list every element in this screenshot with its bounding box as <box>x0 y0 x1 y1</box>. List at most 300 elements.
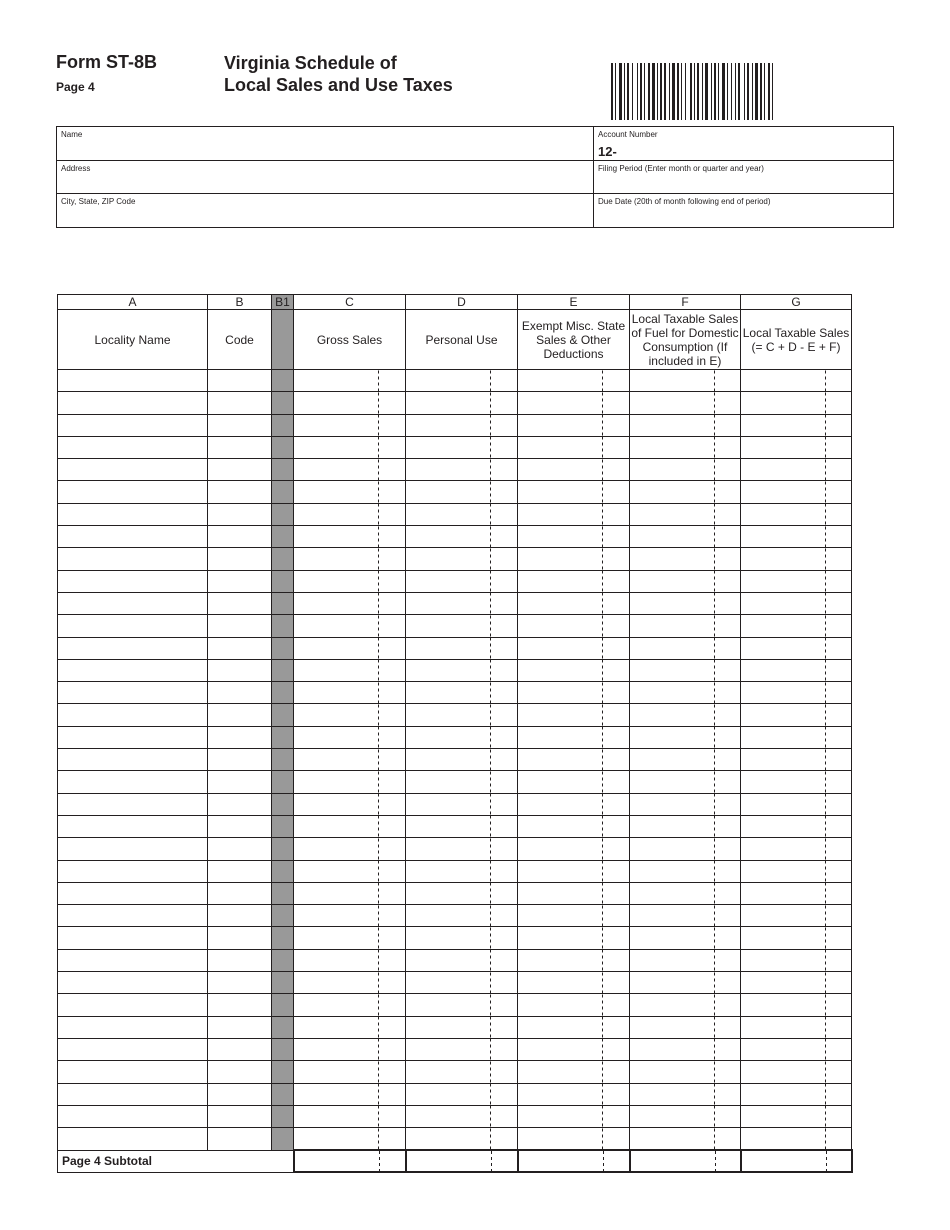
exempt-deductions-cell[interactable] <box>518 570 630 592</box>
fuel-sales-cell[interactable] <box>630 548 741 570</box>
code-cell[interactable] <box>208 682 272 704</box>
exempt-deductions-cell[interactable] <box>518 1105 630 1127</box>
barcode-bar <box>672 63 675 120</box>
local-taxable-sales-cell[interactable] <box>741 481 852 503</box>
code-cell[interactable] <box>208 615 272 637</box>
local-taxable-sales-cell[interactable] <box>741 637 852 659</box>
local-taxable-sales-cell[interactable] <box>741 1083 852 1105</box>
local-taxable-sales-cell[interactable] <box>741 949 852 971</box>
gross-sales-cell[interactable] <box>294 370 406 392</box>
barcode-bar <box>669 63 670 120</box>
exempt-deductions-cell[interactable] <box>518 793 630 815</box>
gross-sales-cell[interactable] <box>294 771 406 793</box>
barcode-bar <box>731 63 732 120</box>
fuel-sales-cell[interactable] <box>630 526 741 548</box>
personal-use-cell[interactable] <box>406 503 518 525</box>
exempt-deductions-cell[interactable] <box>518 592 630 614</box>
fuel-sales-cell[interactable] <box>630 503 741 525</box>
fuel-sales-cell[interactable] <box>630 370 741 392</box>
fuel-sales-cell[interactable] <box>630 436 741 458</box>
exempt-deductions-cell[interactable] <box>518 370 630 392</box>
gross-sales-cell[interactable] <box>294 905 406 927</box>
locality-name-cell[interactable] <box>58 771 208 793</box>
code-cell[interactable] <box>208 459 272 481</box>
locality-name-cell[interactable] <box>58 749 208 771</box>
exempt-deductions-cell[interactable] <box>518 771 630 793</box>
locality-name-cell[interactable] <box>58 1128 208 1151</box>
locality-name-cell[interactable] <box>58 503 208 525</box>
personal-use-cell[interactable] <box>406 615 518 637</box>
code-cell[interactable] <box>208 1128 272 1151</box>
table-row <box>58 414 852 436</box>
gross-sales-cell[interactable] <box>294 1038 406 1060</box>
subtotal-fuel-sales[interactable] <box>630 1150 741 1172</box>
locality-name-cell[interactable] <box>58 392 208 414</box>
table-row <box>58 526 852 548</box>
fuel-sales-cell[interactable] <box>630 392 741 414</box>
fuel-sales-cell[interactable] <box>630 1061 741 1083</box>
column-letter-a: A <box>58 295 208 310</box>
exempt-deductions-cell[interactable] <box>518 815 630 837</box>
title-line-1: Virginia Schedule of <box>224 53 397 73</box>
exempt-deductions-cell[interactable] <box>518 972 630 994</box>
gross-sales-cell[interactable] <box>294 436 406 458</box>
local-taxable-sales-cell[interactable] <box>741 592 852 614</box>
b1-shaded-cell <box>272 370 294 392</box>
locality-name-cell[interactable] <box>58 682 208 704</box>
barcode-bar <box>718 63 719 120</box>
exempt-deductions-cell[interactable] <box>518 481 630 503</box>
fuel-sales-cell[interactable] <box>630 637 741 659</box>
code-cell[interactable] <box>208 726 272 748</box>
local-taxable-sales-cell[interactable] <box>741 771 852 793</box>
table-row <box>58 905 852 927</box>
personal-use-cell[interactable] <box>406 1083 518 1105</box>
personal-use-cell[interactable] <box>406 704 518 726</box>
exempt-deductions-cell[interactable] <box>518 704 630 726</box>
code-cell[interactable] <box>208 704 272 726</box>
personal-use-cell[interactable] <box>406 392 518 414</box>
code-cell[interactable] <box>208 1061 272 1083</box>
barcode-bar <box>694 63 695 120</box>
code-cell[interactable] <box>208 414 272 436</box>
code-cell[interactable] <box>208 1083 272 1105</box>
heading-code: Code <box>208 310 272 370</box>
code-cell[interactable] <box>208 771 272 793</box>
exempt-deductions-cell[interactable] <box>518 838 630 860</box>
locality-name-cell[interactable] <box>58 972 208 994</box>
fuel-sales-cell[interactable] <box>630 1038 741 1060</box>
exempt-deductions-cell[interactable] <box>518 548 630 570</box>
fuel-sales-cell[interactable] <box>630 414 741 436</box>
locality-name-cell[interactable] <box>58 927 208 949</box>
b1-shaded-cell <box>272 548 294 570</box>
locality-name-cell[interactable] <box>58 459 208 481</box>
local-taxable-sales-cell[interactable] <box>741 370 852 392</box>
code-cell[interactable] <box>208 793 272 815</box>
account-number-label: Account Number <box>598 130 658 139</box>
local-taxable-sales-cell[interactable] <box>741 815 852 837</box>
local-taxable-sales-cell[interactable] <box>741 927 852 949</box>
personal-use-cell[interactable] <box>406 793 518 815</box>
fuel-sales-cell[interactable] <box>630 1016 741 1038</box>
exempt-deductions-cell[interactable] <box>518 436 630 458</box>
gross-sales-cell[interactable] <box>294 459 406 481</box>
fuel-sales-cell[interactable] <box>630 704 741 726</box>
gross-sales-cell[interactable] <box>294 414 406 436</box>
locality-name-cell[interactable] <box>58 1083 208 1105</box>
fuel-sales-cell[interactable] <box>630 927 741 949</box>
fuel-sales-cell[interactable] <box>630 815 741 837</box>
b1-shaded-cell <box>272 815 294 837</box>
exempt-deductions-cell[interactable] <box>518 860 630 882</box>
gross-sales-cell[interactable] <box>294 749 406 771</box>
fuel-sales-cell[interactable] <box>630 1105 741 1127</box>
gross-sales-cell[interactable] <box>294 615 406 637</box>
code-cell[interactable] <box>208 905 272 927</box>
personal-use-cell[interactable] <box>406 1038 518 1060</box>
exempt-deductions-cell[interactable] <box>518 994 630 1016</box>
filing-period-field[interactable] <box>594 161 893 194</box>
code-cell[interactable] <box>208 972 272 994</box>
fuel-sales-cell[interactable] <box>630 771 741 793</box>
local-taxable-sales-cell[interactable] <box>741 436 852 458</box>
column-letter-b: B <box>208 295 272 310</box>
code-cell[interactable] <box>208 994 272 1016</box>
due-date-field[interactable] <box>594 194 893 227</box>
column-heading-row <box>58 310 852 370</box>
exempt-deductions-cell[interactable] <box>518 503 630 525</box>
local-taxable-sales-cell[interactable] <box>741 704 852 726</box>
fuel-sales-cell[interactable] <box>630 905 741 927</box>
locality-name-cell[interactable] <box>58 949 208 971</box>
locality-name-cell[interactable] <box>58 793 208 815</box>
gross-sales-cell[interactable] <box>294 838 406 860</box>
column-letter-d: D <box>406 295 518 310</box>
personal-use-cell[interactable] <box>406 838 518 860</box>
personal-use-cell[interactable] <box>406 370 518 392</box>
personal-use-cell[interactable] <box>406 436 518 458</box>
locality-name-cell[interactable] <box>58 838 208 860</box>
local-taxable-sales-cell[interactable] <box>741 972 852 994</box>
locality-name-cell[interactable] <box>58 1061 208 1083</box>
local-taxable-sales-cell[interactable] <box>741 1105 852 1127</box>
exempt-deductions-cell[interactable] <box>518 905 630 927</box>
table-row <box>58 659 852 681</box>
locality-name-cell[interactable] <box>58 637 208 659</box>
personal-use-cell[interactable] <box>406 771 518 793</box>
code-cell[interactable] <box>208 392 272 414</box>
gross-sales-cell[interactable] <box>294 994 406 1016</box>
gross-sales-cell[interactable] <box>294 793 406 815</box>
local-taxable-sales-cell[interactable] <box>741 459 852 481</box>
gross-sales-cell[interactable] <box>294 1016 406 1038</box>
name-field[interactable] <box>57 127 594 161</box>
locality-name-cell[interactable] <box>58 704 208 726</box>
code-cell[interactable] <box>208 838 272 860</box>
exempt-deductions-cell[interactable] <box>518 1083 630 1105</box>
gross-sales-cell[interactable] <box>294 1105 406 1127</box>
code-cell[interactable] <box>208 637 272 659</box>
gross-sales-cell[interactable] <box>294 392 406 414</box>
local-taxable-sales-cell[interactable] <box>741 905 852 927</box>
locality-name-cell[interactable] <box>58 1105 208 1127</box>
local-taxable-sales-cell[interactable] <box>741 860 852 882</box>
code-cell[interactable] <box>208 548 272 570</box>
gross-sales-cell[interactable] <box>294 882 406 904</box>
gross-sales-cell[interactable] <box>294 927 406 949</box>
gross-sales-cell[interactable] <box>294 1128 406 1151</box>
fuel-sales-cell[interactable] <box>630 481 741 503</box>
personal-use-cell[interactable] <box>406 815 518 837</box>
gross-sales-cell[interactable] <box>294 726 406 748</box>
column-letter-b1: B1 <box>272 295 294 310</box>
fuel-sales-cell[interactable] <box>630 682 741 704</box>
gross-sales-cell[interactable] <box>294 1083 406 1105</box>
local-taxable-sales-cell[interactable] <box>741 414 852 436</box>
gross-sales-cell[interactable] <box>294 860 406 882</box>
exempt-deductions-cell[interactable] <box>518 659 630 681</box>
subtotal-personal-use[interactable] <box>406 1150 518 1172</box>
locality-name-cell[interactable] <box>58 726 208 748</box>
subtotal-gross-sales[interactable] <box>294 1150 406 1172</box>
fuel-sales-cell[interactable] <box>630 882 741 904</box>
personal-use-cell[interactable] <box>406 481 518 503</box>
personal-use-cell[interactable] <box>406 726 518 748</box>
locality-name-cell[interactable] <box>58 659 208 681</box>
exempt-deductions-cell[interactable] <box>518 949 630 971</box>
gross-sales-cell[interactable] <box>294 1061 406 1083</box>
code-cell[interactable] <box>208 949 272 971</box>
fuel-sales-cell[interactable] <box>630 459 741 481</box>
gross-sales-cell[interactable] <box>294 704 406 726</box>
code-cell[interactable] <box>208 860 272 882</box>
fuel-sales-cell[interactable] <box>630 1083 741 1105</box>
local-taxable-sales-cell[interactable] <box>741 548 852 570</box>
exempt-deductions-cell[interactable] <box>518 682 630 704</box>
code-cell[interactable] <box>208 526 272 548</box>
local-taxable-sales-cell[interactable] <box>741 1128 852 1151</box>
code-cell[interactable] <box>208 1105 272 1127</box>
exempt-deductions-cell[interactable] <box>518 459 630 481</box>
exempt-deductions-cell[interactable] <box>518 526 630 548</box>
fuel-sales-cell[interactable] <box>630 972 741 994</box>
personal-use-cell[interactable] <box>406 659 518 681</box>
personal-use-cell[interactable] <box>406 882 518 904</box>
locality-name-cell[interactable] <box>58 994 208 1016</box>
personal-use-cell[interactable] <box>406 637 518 659</box>
fuel-sales-cell[interactable] <box>630 659 741 681</box>
barcode-bar <box>702 63 703 120</box>
personal-use-cell[interactable] <box>406 1016 518 1038</box>
locality-name-cell[interactable] <box>58 815 208 837</box>
gross-sales-cell[interactable] <box>294 637 406 659</box>
personal-use-cell[interactable] <box>406 860 518 882</box>
exempt-deductions-cell[interactable] <box>518 882 630 904</box>
exempt-deductions-cell[interactable] <box>518 615 630 637</box>
code-cell[interactable] <box>208 436 272 458</box>
locality-name-cell[interactable] <box>58 370 208 392</box>
exempt-deductions-cell[interactable] <box>518 1128 630 1151</box>
subtotal-label: Page 4 Subtotal <box>58 1150 294 1172</box>
exempt-deductions-cell[interactable] <box>518 637 630 659</box>
barcode-bar <box>681 63 682 120</box>
personal-use-cell[interactable] <box>406 972 518 994</box>
address-field[interactable] <box>57 161 594 194</box>
personal-use-cell[interactable] <box>406 1105 518 1127</box>
local-taxable-sales-cell[interactable] <box>741 793 852 815</box>
local-taxable-sales-cell[interactable] <box>741 526 852 548</box>
gross-sales-cell[interactable] <box>294 548 406 570</box>
b1-shaded-cell <box>272 392 294 414</box>
b1-shaded-cell <box>272 637 294 659</box>
barcode-bar <box>768 63 770 120</box>
gross-sales-cell[interactable] <box>294 526 406 548</box>
fuel-sales-cell[interactable] <box>630 793 741 815</box>
code-cell[interactable] <box>208 503 272 525</box>
fuel-sales-cell[interactable] <box>630 615 741 637</box>
exempt-deductions-cell[interactable] <box>518 749 630 771</box>
code-cell[interactable] <box>208 1016 272 1038</box>
table-row <box>58 548 852 570</box>
gross-sales-cell[interactable] <box>294 972 406 994</box>
gross-sales-cell[interactable] <box>294 949 406 971</box>
fuel-sales-cell[interactable] <box>630 726 741 748</box>
locality-name-cell[interactable] <box>58 592 208 614</box>
fuel-sales-cell[interactable] <box>630 949 741 971</box>
subtotal-exempt-deductions[interactable] <box>518 1150 630 1172</box>
subtotal-local-taxable-sales[interactable] <box>741 1150 852 1172</box>
title-line-2: Local Sales and Use Taxes <box>224 75 453 95</box>
fuel-sales-cell[interactable] <box>630 860 741 882</box>
local-taxable-sales-cell[interactable] <box>741 682 852 704</box>
barcode-bar <box>711 63 712 120</box>
personal-use-cell[interactable] <box>406 949 518 971</box>
personal-use-cell[interactable] <box>406 414 518 436</box>
personal-use-cell[interactable] <box>406 749 518 771</box>
code-cell[interactable] <box>208 749 272 771</box>
local-taxable-sales-cell[interactable] <box>741 994 852 1016</box>
locality-name-cell[interactable] <box>58 548 208 570</box>
exempt-deductions-cell[interactable] <box>518 726 630 748</box>
heading-fuel-sales: Local Taxable Sales of Fuel for Domestic Consumption (If included in E) <box>631 311 739 368</box>
gross-sales-cell[interactable] <box>294 503 406 525</box>
personal-use-cell[interactable] <box>406 994 518 1016</box>
gross-sales-cell[interactable] <box>294 682 406 704</box>
local-taxable-sales-cell[interactable] <box>741 838 852 860</box>
locality-name-cell[interactable] <box>58 882 208 904</box>
local-taxable-sales-cell[interactable] <box>741 503 852 525</box>
locality-name-cell[interactable] <box>58 860 208 882</box>
locality-name-cell[interactable] <box>58 1016 208 1038</box>
account-number-field[interactable] <box>594 127 893 161</box>
fuel-sales-cell[interactable] <box>630 994 741 1016</box>
barcode-bar <box>722 63 725 120</box>
personal-use-cell[interactable] <box>406 459 518 481</box>
code-cell[interactable] <box>208 815 272 837</box>
barcode-bar <box>772 63 773 120</box>
local-taxable-sales-cell[interactable] <box>741 749 852 771</box>
locality-name-cell[interactable] <box>58 526 208 548</box>
locality-name-cell[interactable] <box>58 436 208 458</box>
table-row <box>58 370 852 392</box>
personal-use-cell[interactable] <box>406 682 518 704</box>
gross-sales-cell[interactable] <box>294 570 406 592</box>
exempt-deductions-cell[interactable] <box>518 1038 630 1060</box>
personal-use-cell[interactable] <box>406 592 518 614</box>
gross-sales-cell[interactable] <box>294 659 406 681</box>
b1-shaded-cell <box>272 1061 294 1083</box>
locality-name-cell[interactable] <box>58 414 208 436</box>
local-taxable-sales-cell[interactable] <box>741 726 852 748</box>
gross-sales-cell[interactable] <box>294 592 406 614</box>
table-row <box>58 771 852 793</box>
local-taxable-sales-cell[interactable] <box>741 615 852 637</box>
fuel-sales-cell[interactable] <box>630 570 741 592</box>
table-row <box>58 994 852 1016</box>
b1-shaded-cell <box>272 503 294 525</box>
fuel-sales-cell[interactable] <box>630 749 741 771</box>
locality-name-cell[interactable] <box>58 615 208 637</box>
local-taxable-sales-cell[interactable] <box>741 1038 852 1060</box>
gross-sales-cell[interactable] <box>294 815 406 837</box>
code-cell[interactable] <box>208 659 272 681</box>
local-taxable-sales-cell[interactable] <box>741 882 852 904</box>
fuel-sales-cell[interactable] <box>630 838 741 860</box>
city-state-zip-field[interactable] <box>57 194 594 227</box>
fuel-sales-cell[interactable] <box>630 592 741 614</box>
local-taxable-sales-cell[interactable] <box>741 659 852 681</box>
exempt-deductions-cell[interactable] <box>518 392 630 414</box>
b1-shaded-cell <box>272 905 294 927</box>
table-row <box>58 570 852 592</box>
local-taxable-sales-cell[interactable] <box>741 1061 852 1083</box>
personal-use-cell[interactable] <box>406 905 518 927</box>
personal-use-cell[interactable] <box>406 570 518 592</box>
personal-use-cell[interactable] <box>406 927 518 949</box>
exempt-deductions-cell[interactable] <box>518 414 630 436</box>
b1-shaded-cell <box>272 414 294 436</box>
exempt-deductions-cell[interactable] <box>518 1016 630 1038</box>
local-taxable-sales-cell[interactable] <box>741 570 852 592</box>
exempt-deductions-cell[interactable] <box>518 927 630 949</box>
local-taxable-sales-cell[interactable] <box>741 392 852 414</box>
code-cell[interactable] <box>208 570 272 592</box>
gross-sales-cell[interactable] <box>294 481 406 503</box>
personal-use-cell[interactable] <box>406 548 518 570</box>
locality-name-cell[interactable] <box>58 481 208 503</box>
code-cell[interactable] <box>208 927 272 949</box>
fuel-sales-cell[interactable] <box>630 1128 741 1151</box>
code-cell[interactable] <box>208 882 272 904</box>
exempt-deductions-cell[interactable] <box>518 1061 630 1083</box>
personal-use-cell[interactable] <box>406 1061 518 1083</box>
code-cell[interactable] <box>208 481 272 503</box>
table-row <box>58 972 852 994</box>
local-taxable-sales-cell[interactable] <box>741 1016 852 1038</box>
table-row <box>58 882 852 904</box>
locality-name-cell[interactable] <box>58 1038 208 1060</box>
barcode-bar <box>664 63 666 120</box>
code-cell[interactable] <box>208 1038 272 1060</box>
locality-name-cell[interactable] <box>58 905 208 927</box>
code-cell[interactable] <box>208 370 272 392</box>
code-cell[interactable] <box>208 592 272 614</box>
barcode-bar <box>627 63 629 120</box>
personal-use-cell[interactable] <box>406 526 518 548</box>
personal-use-cell[interactable] <box>406 1128 518 1151</box>
locality-name-cell[interactable] <box>58 570 208 592</box>
